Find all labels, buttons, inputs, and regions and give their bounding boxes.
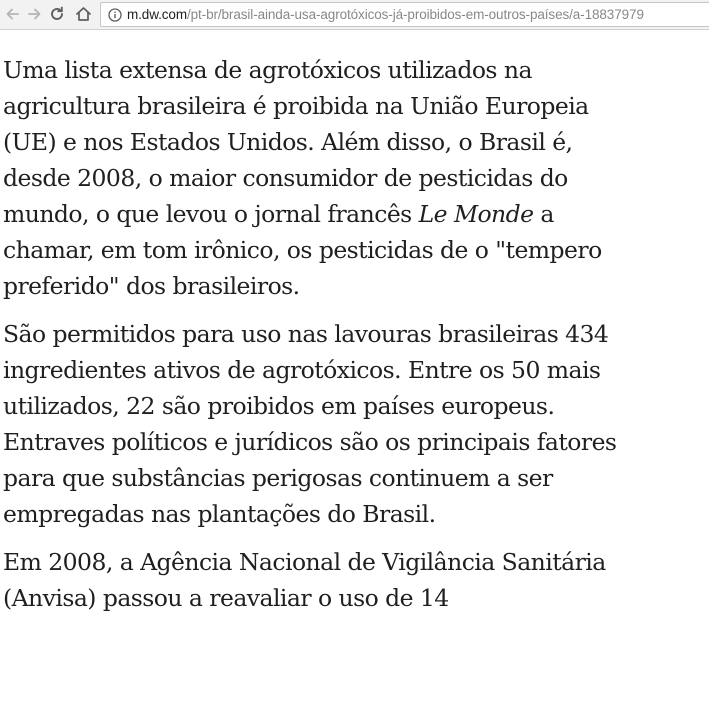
article-paragraph-2: São permitidos para uso nas lavouras brasileiras 434 ingredientes ativos de agrotóxicos. Entre os 50 mais utilizados, 22 são proibidos em países europeus. Entraves políticos e jurídicos são os principais fatores para que substâncias perigosas continuem a ser empregadas nas plantações do Brasil. (3, 320, 617, 528)
page-info-icon[interactable] (108, 8, 122, 22)
forward-button[interactable] (23, 3, 45, 25)
address-bar[interactable] (100, 2, 709, 27)
newspaper-name: Le Monde (418, 200, 534, 228)
forward-arrow-icon (26, 6, 42, 22)
back-button[interactable] (2, 3, 24, 25)
browser-toolbar (0, 0, 709, 30)
back-arrow-icon (5, 6, 21, 22)
reload-icon (49, 6, 65, 22)
paragraph-1-text-b: a chamar, em tom irônico, os pesticidas de o "tempero preferido" dos brasileiros. (3, 200, 602, 300)
article-body (3, 52, 643, 628)
url-text[interactable] (127, 7, 644, 22)
article-paragraph-1 (3, 52, 643, 304)
home-icon (75, 6, 92, 22)
url-path: /pt-br/brasil-ainda-usa-agrotóxicos-já-proibidos-em-outros-países/a-18837979 (186, 7, 644, 22)
article-paragraph-3: Em 2008, a Agência Nacional de Vigilância Sanitária (Anvisa) passou a reavaliar o uso de 14 (3, 548, 606, 612)
url-host: m.dw.com (127, 7, 187, 22)
paragraph-1-text-a: Uma lista extensa de agrotóxicos utilizados na agricultura brasileira é proibida na União Europeia (UE) e nos Estados Unidos. Além disso, o Brasil é, desde 2008, o maior consumidor de pesticidas do mundo, o que levou o jornal francês (3, 56, 589, 228)
reload-button[interactable] (46, 3, 68, 25)
home-button[interactable] (72, 3, 94, 25)
